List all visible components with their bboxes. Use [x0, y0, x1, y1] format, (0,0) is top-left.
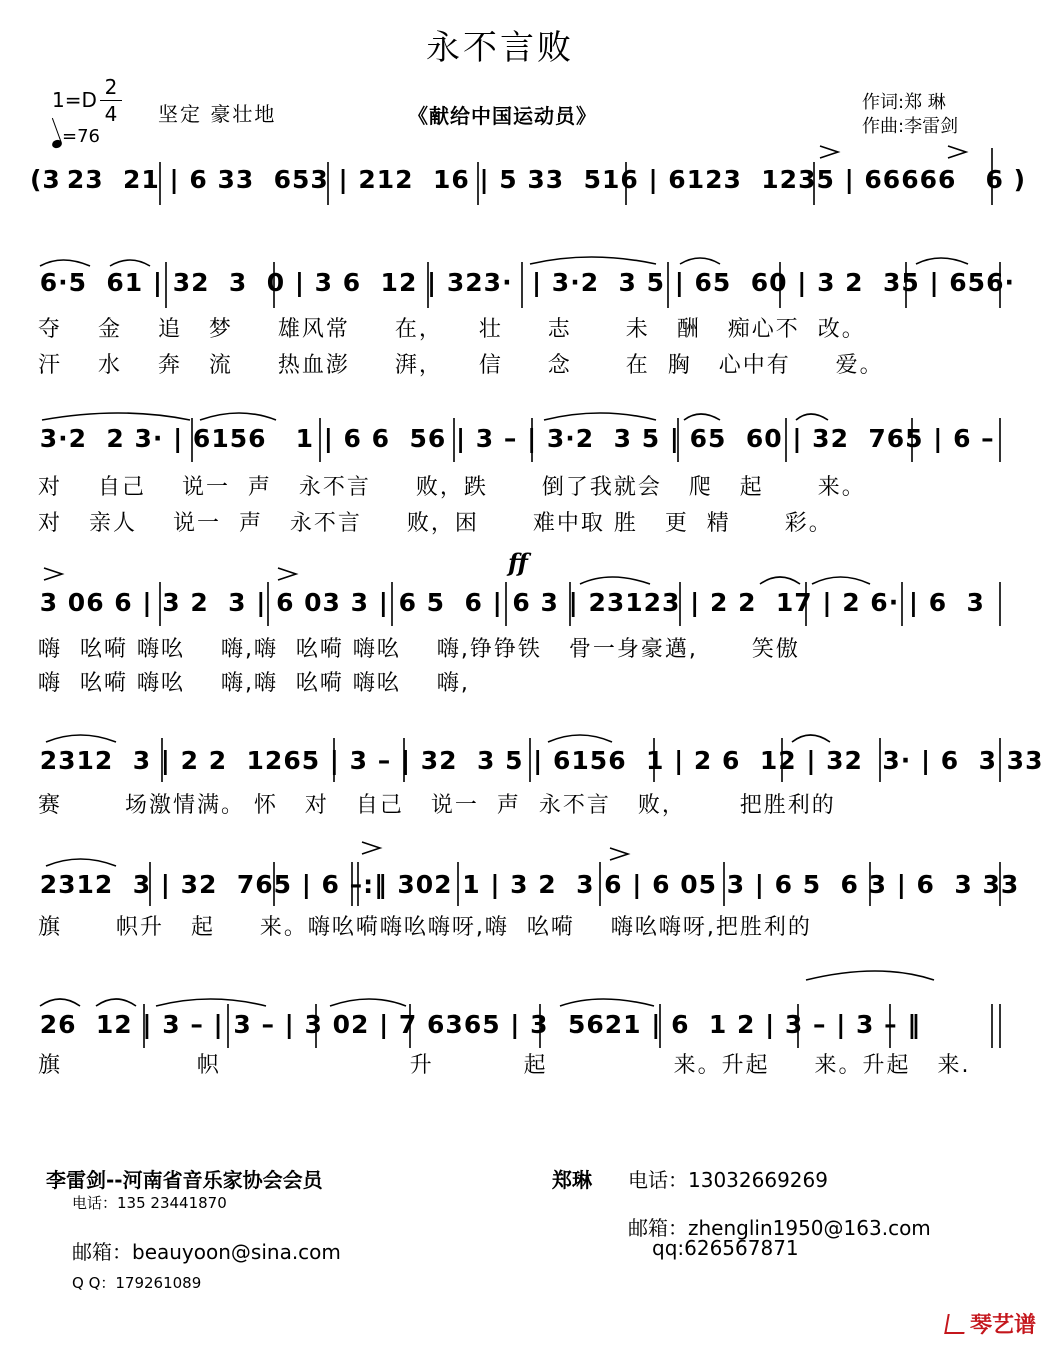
watermark-text: 琴艺谱	[969, 1313, 1036, 1338]
lyricist-email: 邮箱：zhenglin1950@163.com	[628, 1216, 931, 1240]
staff-row-7: 26 12 | 3 – | 3 – | 3 02 | 7 6365 | 3 5621 | 6 1 2 | 3 – | 3 – ‖	[30, 1010, 921, 1039]
lyrics-row-3-verse-1: 嗨 吆嗬 嗨吆 嗨,嗨 吆嗬 嗨吆 嗨,铮铮铁 骨一身豪邁, 笑傲	[38, 637, 800, 662]
expression-marking: 坚定 豪壮地	[158, 102, 277, 126]
watermark-logo	[946, 1308, 1036, 1339]
composer-phone: 电话：135 23441870	[72, 1194, 227, 1212]
lyrics-row-1-verse-1: 夺 金 追 梦 雄风常 在， 壮 志 未 酬 痴心不 改。	[38, 317, 866, 342]
staff-row-1: (3 23 21 | 6 33 653 | 212 16 | 5 33 516 | 6123 1235 | 66666 6 )	[30, 165, 1027, 194]
key-signature: 1=D	[52, 88, 97, 112]
staff-row-5: 2312 3 | 2 2 1265 | 3 – | 32 3 5 | 6156 1 | 2 6 12 | 32 3· | 6 3 33	[30, 746, 1044, 775]
lyricist-name: 郑琳	[552, 1168, 592, 1192]
composer-credit: 作曲:李雷剑	[862, 116, 959, 137]
dynamic-ff: ff	[508, 548, 528, 577]
lyricist-credit: 作词:郑 琳	[862, 92, 946, 113]
composer-email: 邮箱：beauyoon@sina.com	[72, 1240, 341, 1264]
lyrics-row-3-verse-2: 嗨 吆嗬 嗨吆 嗨,嗨 吆嗬 嗨吆 嗨,	[38, 671, 470, 696]
song-title: 永不言败	[426, 28, 574, 68]
lyricist-phone: 电话：13032669269	[628, 1168, 828, 1192]
lyrics-row-1-verse-2: 汗 水 奔 流 热血澎 湃， 信 念 在 胸 心中有 爱。	[38, 353, 884, 378]
lyrics-row-2-verse-1: 对 自己 说一 声 永不言 败，跌 倒了我就会 爬 起 来。	[38, 475, 866, 500]
time-signature-bottom: 4	[104, 102, 118, 126]
composer-qq: Q Q：179261089	[72, 1274, 202, 1292]
lyrics-row-6: 旗 帜 升 起 来。升起 来。升起 来.	[38, 1053, 971, 1078]
staff-row-6: 2312 3 | 32 765 | 6 –:‖ 302 1 | 3 2 3 6 | 6 05 3 | 6 5 6 3 | 6 3 33	[30, 870, 1020, 899]
staff-row-3: 3·2 2 3· | 6156 1 | 6 6 56 | 3 – | 3·2 3 5 | 65 60 | 32 765 | 6 –	[30, 424, 995, 453]
lyrics-row-4: 赛 场激情满。 怀 对 自己 说一 声 永不言 败， 把胜利的	[38, 793, 836, 818]
staff-row-4: 3 06 6 | 3 2 3 | 6 03 3 | 6 5 6 | 6 3 | 23123 | 2 2 17 | 2 6· | 6 3	[30, 588, 985, 617]
tempo-value: =76	[62, 126, 100, 147]
staff-row-2: 6·5 61 | 32 3 0 | 3 6 12 | 323· | 3·2 3 5 | 65 60 | 3 2 35 | 656·	[30, 268, 1015, 297]
composer-name: 李雷剑--河南省音乐家协会会员	[46, 1168, 323, 1192]
lyrics-row-2-verse-2: 对 亲人 说一 声 永不言 败，困 难中取 胜 更 精 彩。	[38, 511, 833, 536]
lyricist-qq: qq:626567871	[652, 1236, 799, 1260]
time-signature-top: 2	[104, 75, 118, 99]
dedication: 《献给中国运动员》	[408, 104, 597, 128]
qinyipu-logo-icon	[944, 1314, 968, 1334]
lyrics-row-5: 旗 帜升 起 来。嗨吆嗬嗨吆嗨呀,嗨 吆嗬 嗨吆嗨呀,把胜利的	[38, 915, 812, 940]
